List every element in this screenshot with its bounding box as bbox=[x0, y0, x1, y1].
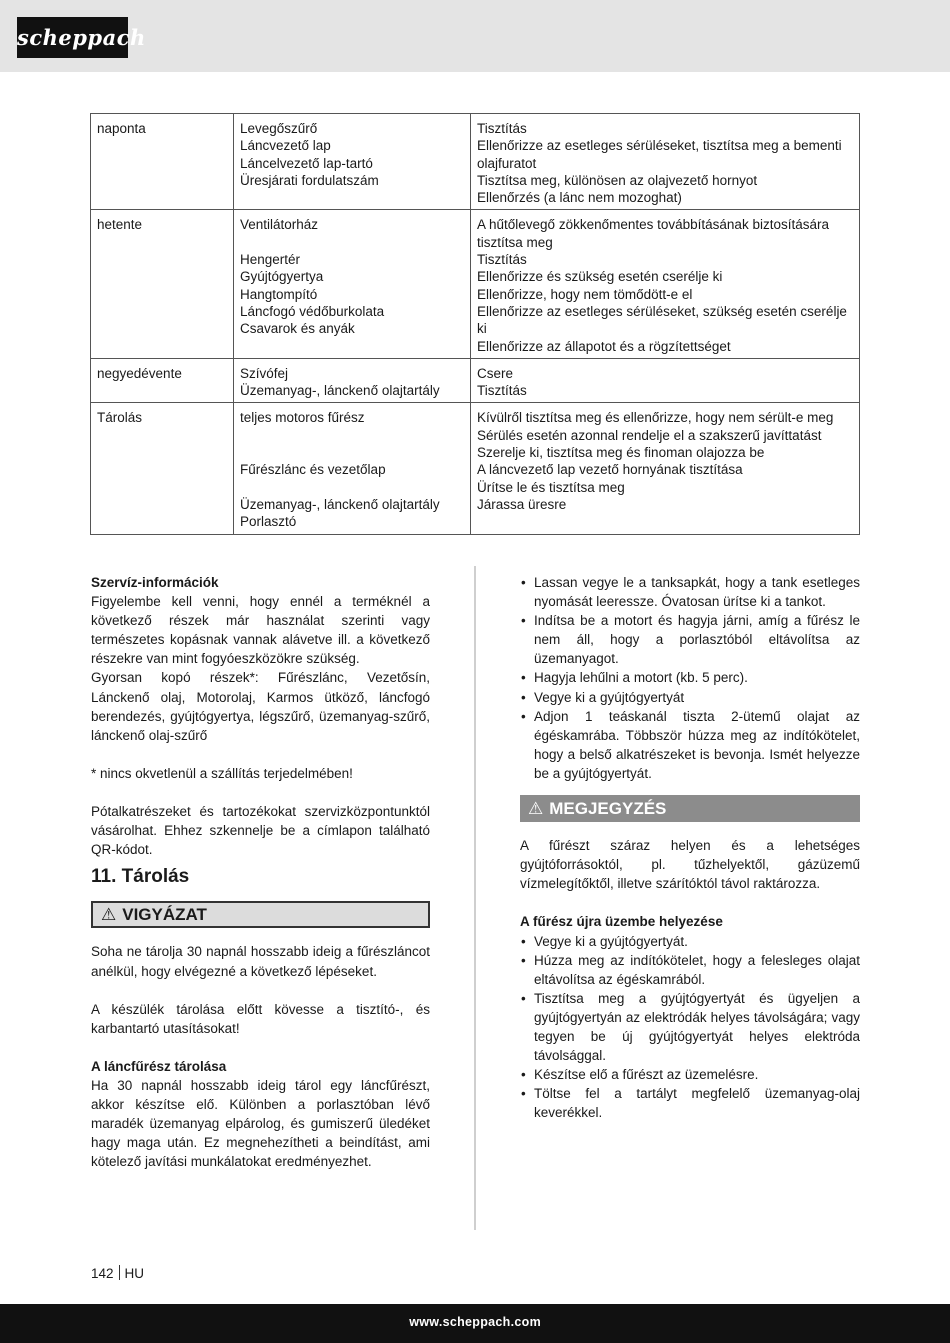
page-footer bbox=[91, 1265, 144, 1282]
table-row bbox=[91, 210, 860, 358]
part-line: Üresjárati fordulatszám bbox=[240, 172, 379, 188]
part-line: Csavarok és anyák bbox=[240, 321, 355, 337]
interval-cell: negyedévente bbox=[91, 358, 234, 403]
right-column bbox=[520, 573, 860, 1122]
part-line: Hengertér bbox=[240, 252, 301, 268]
action-line: Tisztítás bbox=[477, 383, 527, 399]
action-line: Járassa üresre bbox=[477, 496, 567, 512]
page-number: 142 bbox=[91, 1266, 114, 1281]
list-item: • Készítse elő a fűrészt az üzemelésre. bbox=[520, 1065, 860, 1084]
action-line: Ellenőrizze az esetleges sérüléseket, tisztítsa meg a bementi olajfuratot bbox=[477, 138, 842, 171]
part-line bbox=[240, 444, 464, 461]
list-item: • Hagyja lehűlni a motort (kb. 5 perc). bbox=[520, 668, 860, 687]
actions-cell bbox=[471, 210, 860, 358]
interval-cell: Tárolás bbox=[91, 403, 234, 534]
interval-cell: naponta bbox=[91, 114, 234, 210]
website-link[interactable]: www.scheppach.com bbox=[409, 1315, 541, 1329]
list-item: • Húzza meg az indítókötelet, hogy a felesleges olajat eltávolítsa az égéskamrából. bbox=[520, 951, 860, 989]
part-line: Gyújtógyertya bbox=[240, 269, 324, 285]
restart-heading: A fűrész újra üzembe helyezése bbox=[520, 914, 723, 930]
part-line: teljes motoros fűrész bbox=[240, 410, 365, 426]
list-item: • Adjon 1 teáskanál tiszta 2-ütemű olajat az égéskamrába. Többször húzza meg az indítókötelet, hogy a belső alkatrészeket is bevonja. Ismét helyezze be a gyújtógyertyát. bbox=[520, 707, 860, 783]
parts-cell bbox=[234, 358, 471, 403]
action-line: Tisztítsa meg, különösen az olajvezető hornyot bbox=[477, 172, 758, 188]
action-line: Ürítse le és tisztítsa meg bbox=[477, 479, 625, 495]
action-line: Csere bbox=[477, 365, 514, 381]
list-item: • Indítsa be a motort és hagyja járni, amíg a fűrész le nem áll, hogy a porlasztóból eltávolítsa az üzemanyagot. bbox=[520, 611, 860, 668]
action-line: A láncvezető lap vezető hornyának tisztítása bbox=[477, 462, 743, 478]
warning-box bbox=[91, 901, 430, 928]
service-paragraph-2: Gyorsan kopó részek*: Fűrészlánc, Vezetősín, Lánckenő olaj, Motorolaj, Karmos ütköző, láncfogó berendezés, gyújtógyertya, légszűrő, üzemanyag-szűrő, lánckenő olaj-szűrő bbox=[91, 670, 430, 743]
interval-cell: hetente bbox=[91, 210, 234, 358]
action-line: Ellenőrizze és szükség esetén cserélje ki bbox=[477, 269, 723, 285]
part-line: Láncfogó védőburkolata bbox=[240, 303, 385, 319]
part-line bbox=[240, 479, 464, 496]
parts-cell bbox=[234, 403, 471, 534]
actions-cell bbox=[471, 114, 860, 210]
warning-label: VIGYÁZAT bbox=[122, 905, 207, 925]
service-heading: Szervíz-információk bbox=[91, 575, 219, 590]
part-line: Üzemanyag-, lánckenő olajtartály bbox=[240, 496, 440, 512]
part-line: Láncelvezető lap-tartó bbox=[240, 155, 373, 171]
note-paragraph: A fűrészt száraz helyen és a lehetséges gyújtóforrásoktól, pl. tűzhelyektől, gázüzemű vízmelegítőktől, illetve szárítóktól távol raktározza. bbox=[520, 838, 860, 892]
warning-paragraph-2: A készülék tárolása előtt kövesse a tisztító-, és karbantartó utasításokat! bbox=[91, 1001, 430, 1036]
part-line: Ventilátorház bbox=[240, 217, 319, 233]
section-title-storage: 11. Tárolás bbox=[91, 866, 190, 888]
part-line: Szívófej bbox=[240, 365, 289, 381]
parts-cell bbox=[234, 114, 471, 210]
list-item: • Tisztítsa meg a gyújtógyertyát és ügyeljen a gyújtógyertyán az elektródák helyes távolságára; vagy tegyen be új gyújtógyertyát helyes elektróda távolsággal. bbox=[520, 989, 860, 1065]
bottom-bar bbox=[0, 1304, 950, 1343]
footnote: * nincs okvetlenül a szállítás terjedelmében! bbox=[91, 765, 353, 781]
part-line: Fűrészlánc és vezetőlap bbox=[240, 462, 386, 478]
footer-separator bbox=[119, 1265, 120, 1280]
action-line: Sérülés esetén azonnal rendelje el a szakszerű javíttatást bbox=[477, 427, 822, 443]
table-row bbox=[91, 114, 860, 210]
list-item: • Töltse fel a tartályt megfelelő üzemanyag-olaj keverékkel. bbox=[520, 1084, 860, 1122]
scheppach-logo: scheppach bbox=[17, 17, 128, 58]
part-line bbox=[240, 427, 464, 444]
column-divider bbox=[474, 566, 476, 1230]
action-line: Ellenőrzés (a lánc nem mozoghat) bbox=[477, 190, 682, 206]
actions-cell bbox=[471, 358, 860, 403]
part-line: Üzemanyag-, lánckenő olajtartály bbox=[240, 383, 440, 399]
part-line: Hangtompító bbox=[240, 286, 318, 302]
actions-cell bbox=[471, 403, 860, 534]
restart-steps-list bbox=[520, 932, 860, 1123]
action-line: Tisztítás bbox=[477, 252, 527, 268]
part-line: Porlasztó bbox=[240, 514, 297, 530]
list-item: • Vegye ki a gyújtógyertyát. bbox=[520, 932, 860, 951]
storage-steps-list bbox=[520, 573, 860, 783]
warning-triangle-icon: ⚠ bbox=[101, 905, 117, 925]
spare-parts-paragraph: Pótalkatrészeket és tartozékokat szervizközpontunktól vásárolhat. Ehhez szkennelje be a címlapon található QR-kódot. bbox=[91, 804, 430, 858]
part-line: Levegőszűrő bbox=[240, 121, 318, 136]
storage-paragraph: Ha 30 napnál hosszabb ideig tárol egy láncfűrészt, akkor készítse elő. Különben a porlasztóban lévő maradék üzemanyag elpárolog, és gumiszerű üledéket hagy maga után. Ez megnehezítheti a beindítást, ami kötelező javítási munkálatokat eredményezhet. bbox=[91, 1078, 430, 1170]
table-row bbox=[91, 403, 860, 534]
action-line: Ellenőrizze az állapotot és a rögzítettséget bbox=[477, 338, 731, 354]
action-line: A hűtőlevegő zökkenőmentes továbbításának biztosítására tisztítsa meg bbox=[477, 217, 829, 250]
parts-cell bbox=[234, 210, 471, 358]
action-line: Tisztítás bbox=[477, 121, 527, 136]
language-code: HU bbox=[124, 1266, 145, 1281]
warning-triangle-icon: ⚠ bbox=[528, 799, 544, 819]
action-line: Szerelje ki, tisztítsa meg és finoman olajozza be bbox=[477, 445, 765, 461]
maintenance-table bbox=[90, 113, 860, 535]
part-line: Láncvezető lap bbox=[240, 138, 331, 154]
table-row bbox=[91, 358, 860, 403]
list-item: • Vegye ki a gyújtógyertyát bbox=[520, 688, 860, 707]
warning-paragraph-1: Soha ne tárolja 30 napnál hosszabb ideig a fűrészláncot anélkül, hogy elvégezné a következő lépéseket. bbox=[91, 944, 430, 979]
action-line: Ellenőrizze, hogy nem tömődött-e el bbox=[477, 286, 693, 302]
service-paragraph-1: Figyelembe kell venni, hogy ennél a terméknél a következő részek már használat szerinti vagy természetes kopásnak vannak alávetve ill. a következő részekre van mint fogyóeszközökre szükség. bbox=[91, 594, 430, 667]
header-band bbox=[0, 0, 950, 72]
action-line: Kívülről tisztítsa meg és ellenőrizze, hogy nem sérült-e meg bbox=[477, 410, 834, 426]
storage-heading: A láncfűrész tárolása bbox=[91, 1058, 227, 1074]
left-column bbox=[91, 573, 430, 1172]
note-label: MEGJEGYZÉS bbox=[549, 799, 667, 819]
action-line: Ellenőrizze az esetleges sérüléseket, szükség esetén cserélje ki bbox=[477, 303, 847, 337]
part-line bbox=[240, 234, 464, 251]
list-item: • Lassan vegye le a tanksapkát, hogy a tank esetleges nyomását leeressze. Óvatosan ürítse ki a tankot. bbox=[520, 573, 860, 611]
note-box bbox=[520, 795, 860, 822]
